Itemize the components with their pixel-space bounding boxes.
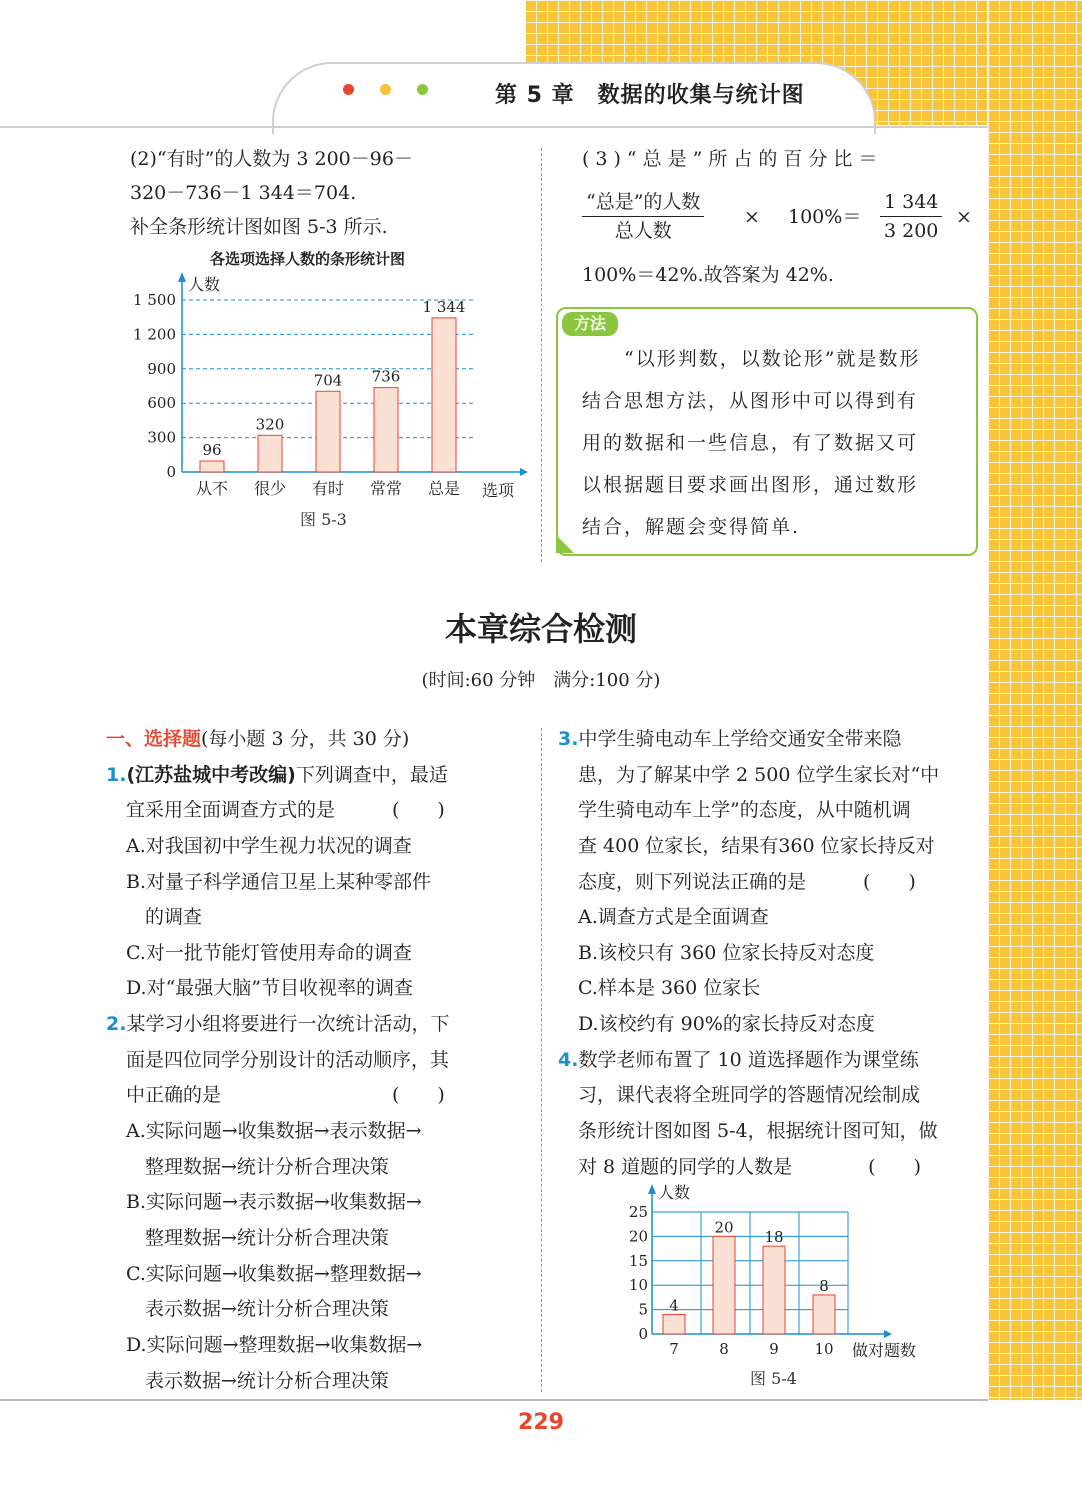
y-tick-label: 900 bbox=[147, 359, 176, 378]
category-label: 8 bbox=[719, 1340, 729, 1358]
section-title: 本章综合检测 bbox=[444, 610, 637, 648]
q3-option-a: A.调查方式是全面调查 bbox=[578, 906, 769, 928]
bar bbox=[432, 318, 456, 472]
bar bbox=[258, 435, 282, 472]
times-sign-2: × bbox=[956, 206, 972, 228]
q3-stem-line5: 态度，则下列说法正确的是 ( ) bbox=[578, 871, 916, 893]
q3-number: 3. bbox=[558, 728, 579, 750]
fraction-value-numerator: 1 344 bbox=[880, 188, 942, 217]
bar-value-label: 736 bbox=[371, 367, 401, 386]
bar-value-label: 8 bbox=[819, 1276, 829, 1295]
q4-number: 4. bbox=[558, 1049, 579, 1071]
bar bbox=[200, 461, 224, 472]
category-label: 7 bbox=[669, 1340, 679, 1358]
y-axis-label: 人数 bbox=[188, 275, 221, 294]
right-grid-decoration bbox=[988, 0, 1082, 1400]
bar bbox=[763, 1246, 785, 1334]
q2-number: 2. bbox=[106, 1013, 127, 1035]
x-axis-arrow bbox=[520, 468, 528, 476]
section-subtitle: (时间:60 分钟 满分:100 分) bbox=[421, 670, 661, 691]
y-tick-label: 1 500 bbox=[133, 291, 176, 309]
percent-equals: 100%＝ bbox=[788, 206, 862, 228]
x-axis-arrow bbox=[884, 1330, 892, 1338]
bar-value-label: 1 344 bbox=[422, 297, 466, 316]
category-label: 有时 bbox=[311, 479, 345, 498]
q2-option-c1: C.实际问题→收集数据→整理数据→ bbox=[126, 1263, 422, 1285]
q3-stem-line3: 学生骑电动车上学”的态度，从中随机调 bbox=[578, 799, 911, 821]
x-axis-label: 做对题数 bbox=[852, 1341, 917, 1360]
q4-stem-line4: 对 8 道题的同学的人数是 ( ) bbox=[578, 1156, 921, 1178]
tip-line-4: 以根据题目要求画出图形，通过数形 bbox=[582, 474, 919, 496]
q2-option-d1: D.实际问题→整理数据→收集数据→ bbox=[126, 1334, 423, 1356]
q1-number: 1. bbox=[106, 764, 127, 786]
q1-option-d: D.对“最强大脑”节目收视率的调查 bbox=[126, 977, 414, 999]
tip-line-3: 用的数据和一些信息，有了数据又可 bbox=[582, 432, 919, 454]
chapter-title: 第 5 章 数据的收集与统计图 bbox=[495, 83, 805, 108]
y-tick-label: 0 bbox=[166, 463, 176, 481]
bar-value-label: 18 bbox=[764, 1228, 784, 1247]
q3-option-d: D.该校约有 90%的家长持反对态度 bbox=[578, 1013, 875, 1035]
q4-stem-line1 bbox=[558, 1043, 919, 1077]
chart1-title: 各选项选择人数的条形统计图 bbox=[210, 250, 406, 268]
column-divider-top bbox=[541, 148, 543, 562]
category-label: 9 bbox=[769, 1340, 779, 1358]
bar bbox=[813, 1295, 835, 1334]
y-tick-label: 20 bbox=[628, 1227, 648, 1246]
q2-option-b2: 整理数据→统计分析合理决策 bbox=[126, 1227, 389, 1249]
fraction-numerator: “总是”的人数 bbox=[582, 188, 704, 217]
q2-option-d2: 表示数据→统计分析合理决策 bbox=[126, 1370, 389, 1392]
y-tick-label: 300 bbox=[147, 428, 176, 447]
tip-line-5: 结合，解题会变得简单. bbox=[582, 516, 801, 538]
solution-3-line1: (3)“总是”所占的百分比＝ bbox=[582, 148, 884, 170]
part1-heading bbox=[106, 722, 409, 756]
bar-value-label: 4 bbox=[669, 1296, 679, 1315]
q2-stem-line3: 中正确的是 ( ) bbox=[126, 1084, 445, 1106]
column-divider-bottom bbox=[541, 728, 543, 1392]
q1-stem-line1 bbox=[106, 758, 448, 792]
q1-source: (江苏盐城中考改编) bbox=[126, 764, 296, 786]
bar-value-label: 320 bbox=[255, 415, 285, 434]
part1-title: 一、选择题 bbox=[106, 728, 202, 750]
y-tick-label: 10 bbox=[628, 1276, 648, 1295]
q2-stem1: 某学习小组将要进行一次统计活动，下 bbox=[126, 1013, 450, 1035]
y-axis-label: 人数 bbox=[658, 1183, 691, 1202]
y-tick-label: 600 bbox=[147, 394, 176, 413]
solution-2-line2: 320－736－1 344＝704. bbox=[130, 182, 357, 204]
chart2-caption: 图 5-4 bbox=[750, 1369, 797, 1388]
q3-option-c: C.样本是 360 位家长 bbox=[578, 977, 761, 999]
method-tag: 方法 bbox=[562, 312, 618, 336]
dot-yellow bbox=[380, 84, 391, 95]
tip-line-2: 结合思想方法，从图形中可以得到有 bbox=[582, 390, 919, 412]
category-label: 常常 bbox=[369, 479, 403, 498]
y-tick-label: 25 bbox=[628, 1203, 648, 1221]
y-tick-label: 5 bbox=[638, 1300, 648, 1319]
q3-stem-line2: 患，为了解某中学 2 500 位学生家长对“中 bbox=[578, 764, 940, 786]
q3-stem-line4: 查 400 位家长，结果有360 位家长持反对 bbox=[578, 835, 935, 857]
page-number: 229 bbox=[518, 1410, 564, 1435]
header-rule bbox=[0, 126, 988, 128]
y-tick-label: 1 200 bbox=[133, 325, 176, 344]
category-label: 很少 bbox=[253, 479, 287, 498]
bar-chart-fig-5-4 bbox=[612, 1178, 942, 1366]
q4-stem-line2: 习，课代表将全班同学的答题情况绘制成 bbox=[578, 1084, 921, 1106]
q4-stem-line3: 条形统计图如图 5-4，根据统计图可知，做 bbox=[578, 1120, 938, 1142]
dot-red bbox=[343, 84, 354, 95]
q2-option-c2: 表示数据→统计分析合理决策 bbox=[126, 1298, 389, 1320]
dot-green bbox=[417, 84, 428, 95]
q2-option-b1: B.实际问题→表示数据→收集数据→ bbox=[126, 1191, 422, 1213]
q1-stem1: 下列调查中，最适 bbox=[295, 764, 448, 786]
fraction-total-always bbox=[582, 188, 704, 245]
bar-value-label: 20 bbox=[714, 1218, 734, 1237]
category-label: 从不 bbox=[195, 479, 229, 498]
fraction-value-denominator: 3 200 bbox=[884, 220, 939, 242]
tip-line-1: “以形判数，以数论形”就是数形 bbox=[582, 348, 921, 370]
y-axis-arrow bbox=[178, 272, 186, 282]
category-label: 10 bbox=[814, 1340, 834, 1358]
category-label: 总是 bbox=[427, 479, 461, 498]
q2-stem-line2: 面是四位同学分别设计的活动顺序，其 bbox=[126, 1049, 450, 1071]
q1-option-a: A.对我国初中学生视力状况的调查 bbox=[126, 835, 412, 857]
q3-option-b: B.该校只有 360 位家长持反对态度 bbox=[578, 942, 875, 964]
y-axis-arrow bbox=[648, 1184, 656, 1194]
q2-stem-line1 bbox=[106, 1007, 449, 1041]
fraction-value bbox=[880, 188, 942, 245]
method-tip-corner bbox=[556, 535, 574, 553]
y-tick-label: 15 bbox=[628, 1251, 648, 1270]
y-tick-label: 0 bbox=[638, 1325, 648, 1343]
chart1-caption: 图 5-3 bbox=[300, 510, 347, 529]
solution-2-line3: 补全条形统计图如图 5-3 所示. bbox=[130, 216, 388, 238]
times-sign: × bbox=[744, 206, 760, 228]
q3-stem-line1 bbox=[558, 722, 901, 756]
fraction-denominator: 总人数 bbox=[614, 220, 672, 242]
bar-value-label: 704 bbox=[313, 371, 343, 390]
bar bbox=[374, 388, 398, 472]
q1-option-b1: B.对量子科学通信卫星上某种零部件 bbox=[126, 871, 432, 893]
bar bbox=[663, 1314, 685, 1334]
header-dots bbox=[343, 84, 428, 95]
solution-3-line3: 100%＝42%.故答案为 42%. bbox=[582, 264, 834, 286]
q1-option-b2: 的调查 bbox=[126, 906, 203, 928]
solution-2-line1: (2)“有时”的人数为 3 200－96－ bbox=[130, 148, 413, 170]
part1-note: (每小题 3 分，共 30 分) bbox=[201, 728, 410, 750]
q1-stem-line2: 宜采用全面调查方式的是 ( ) bbox=[126, 799, 445, 821]
bar bbox=[713, 1236, 735, 1334]
q4-stem1: 数学老师布置了 10 道选择题作为课堂练 bbox=[578, 1049, 919, 1071]
q2-option-a1: A.实际问题→收集数据→表示数据→ bbox=[126, 1120, 422, 1142]
q1-option-c: C.对一批节能灯管使用寿命的调查 bbox=[126, 942, 412, 964]
q3-stem1: 中学生骑电动车上学给交通安全带来隐 bbox=[578, 728, 902, 750]
x-axis-label: 选项 bbox=[482, 481, 515, 500]
bar-value-label: 96 bbox=[202, 440, 222, 459]
footer-rule bbox=[0, 1399, 988, 1401]
q2-option-a2: 整理数据→统计分析合理决策 bbox=[126, 1156, 389, 1178]
bar-chart-fig-5-3 bbox=[130, 266, 530, 506]
bar bbox=[316, 391, 340, 472]
